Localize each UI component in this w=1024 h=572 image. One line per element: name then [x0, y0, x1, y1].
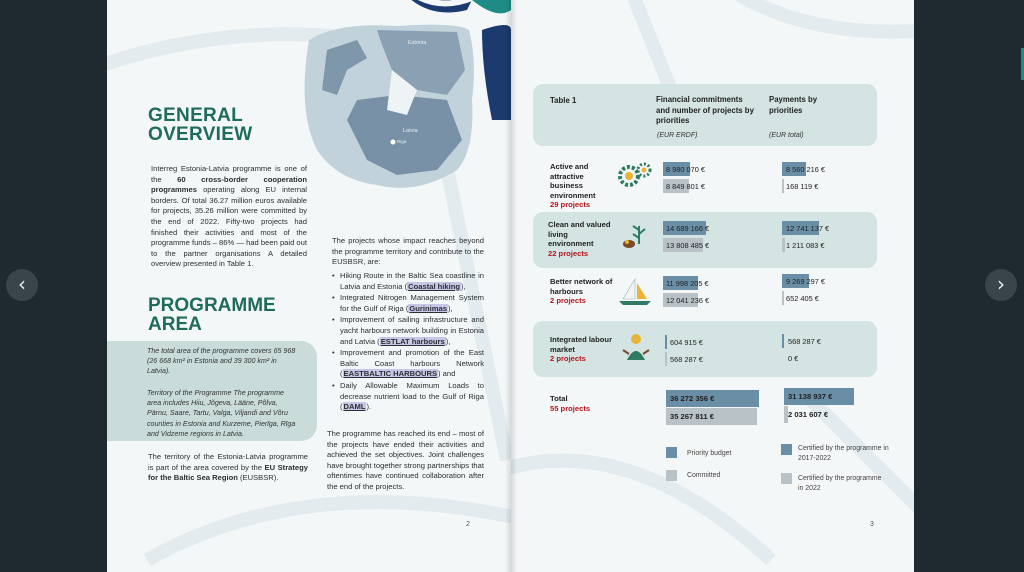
- overview-paragraph: Interreg Estonia-Latvia programme is one of the 60 cross-border cooperation programmes operating along EU internal borders. Of total 36.27 million euros available for projects, 35.26 million were committed by the end of 2022. Fifty-two projects had finished their activities and most of the programme funds – 86% — had been paid out to the partner organisations A detailed overview presented in Table 1.: [151, 164, 307, 269]
- row-title-clean: Clean and valued living environment 22 projects: [548, 220, 611, 258]
- col-financial-sub: (EUR ERDF): [657, 132, 698, 139]
- list-item: • Improvement and promotion of the East Baltic Coast harbours Network (EASTBALTIC HARBOURS) and: [332, 348, 484, 380]
- row-title-total: Total 55 projects: [550, 394, 591, 413]
- value-total-budget: 36 272 356 €: [670, 394, 715, 403]
- row-title-labour: Integrated labour market 2 projects: [550, 335, 613, 363]
- legend-swatch-certified-2017: [781, 444, 792, 455]
- row-title-business: Active and attractive business environment 29 projects: [550, 162, 596, 209]
- bar-labour-budget: [665, 335, 667, 349]
- project-link-estlat-harbours[interactable]: ESTLAT harbours: [380, 336, 445, 346]
- value-business-budget: 8 980 070 €: [666, 165, 706, 174]
- projects-intro: The projects whose impact reaches beyond the programme territory and contribute to the EUSBSR, are:: [332, 236, 484, 267]
- value-labour-budget: 604 915 €: [670, 338, 703, 347]
- gears-icon: [614, 160, 654, 192]
- map-label-riga: Riga: [397, 139, 407, 144]
- chevron-left-icon: ‹: [18, 272, 26, 296]
- value-total-committed: 35 267 811 €: [670, 412, 714, 421]
- general-overview-heading: GENERAL OVERVIEW: [148, 105, 253, 145]
- list-item: • Daily Allowable Maximum Loads to decrease nutrient load to the Gulf of Riga (DAML).: [332, 381, 484, 413]
- project-link-gurinimas[interactable]: Gurinimas: [409, 303, 447, 313]
- list-item: • Integrated Nitrogen Management System for the Gulf of Riga (Gurinimas),: [332, 293, 484, 314]
- value-harbours-budget: 11 998 205 €: [666, 279, 709, 288]
- programme-area-map: [297, 0, 511, 205]
- value-clean-certified-2022: 1 211 083 €: [786, 241, 825, 250]
- table-title: Table 1: [550, 96, 577, 105]
- page-number-left: 2: [466, 521, 470, 528]
- value-business-certified: 8 560 216 €: [786, 165, 826, 174]
- value-total-certified-2022: 2 031 607 €: [788, 410, 829, 419]
- legend-label-budget: Priority budget: [687, 450, 732, 457]
- nature-icon: [619, 222, 653, 252]
- chevron-right-icon: ›: [997, 272, 1005, 296]
- value-clean-committed: 13 808 485 €: [666, 241, 710, 250]
- sailboat-icon: [615, 275, 655, 309]
- value-harbours-committed: 12 041 236 €: [666, 296, 710, 305]
- col-payments-sub: (EUR total): [769, 132, 804, 139]
- bar-labour-committed: [665, 352, 667, 366]
- value-business-certified-2022: 168 119 €: [786, 182, 819, 191]
- area-note-total: The total area of the programme covers 65 968 (26 668 km² in Estonia and 39 300 km² in Latvia).: [147, 347, 296, 376]
- project-link-eastbaltic-harbours[interactable]: EASTBALTIC HARBOURS: [343, 369, 438, 379]
- page-3: [511, 0, 914, 572]
- territory-paragraph: The territory of the Estonia-Latvia programme is part of the area covered by the EU Strategy for the Baltic Sea Region (EUSBSR).: [148, 452, 308, 483]
- col-financial-header: Financial commitments and number of projects by priorities: [656, 95, 754, 125]
- map-label-latvia: Latvia: [403, 128, 418, 134]
- project-link-coastal-hiking[interactable]: Coastal hiking: [408, 281, 461, 291]
- value-clean-budget: 14 689 166 €: [666, 224, 710, 233]
- value-harbours-certified-2022: 652 405 €: [786, 294, 819, 303]
- bar-business-certified-2022: [782, 179, 784, 193]
- bar-harbours-certified-2022: [782, 291, 784, 305]
- next-page-button[interactable]: [985, 269, 1017, 301]
- bar-labour-certified: [782, 334, 784, 348]
- value-labour-committed: 568 287 €: [670, 355, 703, 364]
- value-labour-certified: 568 287 €: [788, 337, 821, 346]
- legend-label-committed: Committed: [687, 472, 721, 479]
- legend-swatch-budget: [666, 447, 677, 458]
- value-business-committed: 8 849 801 €: [666, 182, 706, 191]
- list-item: • Improvement of sailing infrastructure and yacht harbours network building in Estonia and Latvia (ESTLAT harbours),: [332, 315, 484, 347]
- value-labour-certified-2022: 0 €: [788, 354, 799, 363]
- programme-area-heading: PROGRAMME AREA: [148, 295, 276, 335]
- book-gutter: [505, 0, 517, 572]
- worker-icon: [619, 330, 653, 364]
- value-clean-certified: 12 741 137 €: [786, 224, 830, 233]
- map-label-estonia: Estonia: [408, 40, 427, 46]
- legend-label-certified-2022: Certified by the programme in 2022: [798, 475, 882, 492]
- legend-swatch-certified-2022: [781, 473, 792, 484]
- legend-label-certified-2017: Certified by the programme in 2017-2022: [798, 445, 889, 462]
- row-title-harbours: Better network of harbours 2 projects: [550, 277, 613, 305]
- value-harbours-certified: 9 269 297 €: [786, 277, 826, 286]
- page-2: [107, 0, 511, 572]
- bar-clean-certified-2022: [782, 238, 785, 252]
- closing-paragraph: The programme has reached its end – most of the projects have ended their activities and achieved the set objectives. Joint challenges have brought together strong partnerships that oftentimes have continued collaboration after the end of the projects.: [327, 429, 484, 491]
- page-number-right: 3: [870, 521, 874, 528]
- legend-swatch-committed: [666, 470, 677, 481]
- value-total-certified: 31 138 937 €: [788, 392, 833, 401]
- previous-page-button[interactable]: [6, 269, 38, 301]
- list-item: • Hiking Route in the Baltic Sea coastline in Latvia and Estonia (Coastal hiking),: [332, 271, 484, 292]
- project-list: [332, 271, 484, 414]
- col-payments-header: Payments by priorities: [769, 95, 818, 115]
- area-note-territory: Territory of the Programme The programme area includes Hiiu, Jõgeva, Lääne, Põlva, Pärnu, Saare, Tartu, Valga, Viljandi and Võru counties in Estonia and Kurzeme, Pierīga, Rīga and Vidzeme regions in Latvia.: [147, 389, 296, 438]
- project-link-daml[interactable]: DAML: [343, 402, 366, 412]
